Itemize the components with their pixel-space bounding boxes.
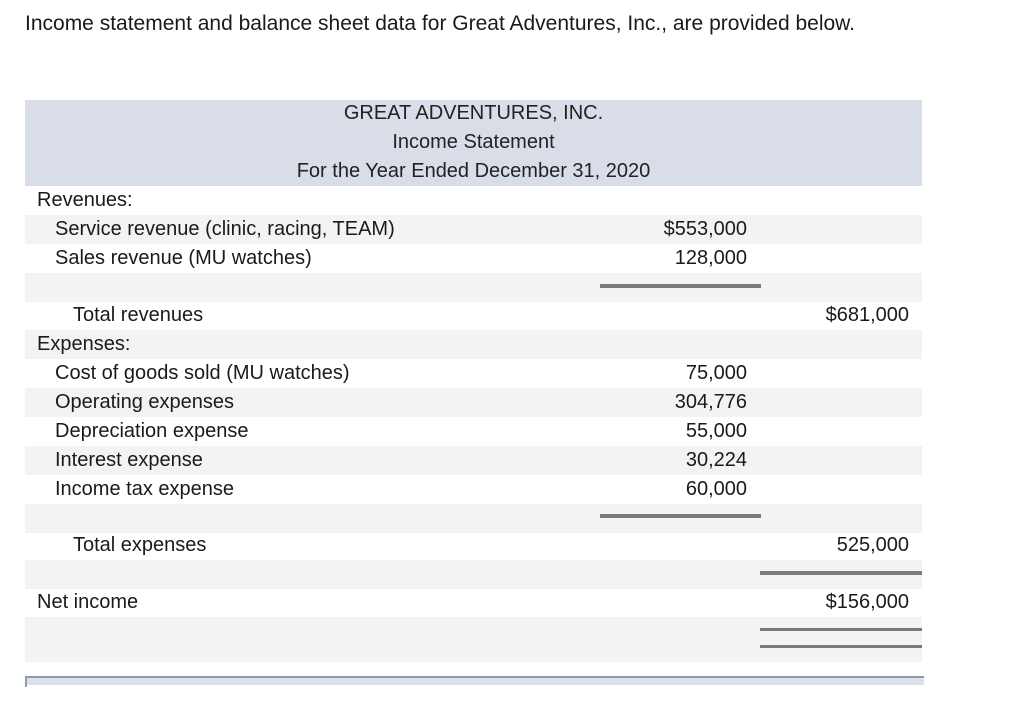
table-row bbox=[25, 417, 922, 446]
total-expenses-label: Total expenses bbox=[73, 534, 207, 556]
table-row bbox=[25, 504, 922, 533]
expenses-heading: Expenses: bbox=[37, 333, 131, 355]
table-row bbox=[25, 617, 922, 662]
income-statement-table bbox=[25, 100, 922, 613]
table-row bbox=[25, 244, 922, 273]
expenses-heading-row bbox=[25, 330, 922, 359]
statement-period: For the Year Ended December 31, 2020 bbox=[296, 160, 651, 182]
depreciation-expense-amount: 55,000 bbox=[685, 420, 747, 442]
revenues-heading: Revenues: bbox=[37, 189, 133, 211]
statement-header bbox=[25, 100, 922, 186]
revenues-heading-row bbox=[25, 186, 922, 215]
interest-expense-amount: 30,224 bbox=[685, 449, 747, 471]
operating-expenses-amount: 304,776 bbox=[674, 391, 747, 413]
table-row bbox=[25, 531, 922, 560]
table-row bbox=[25, 215, 922, 244]
total-rule bbox=[760, 571, 922, 575]
income-tax-expense-amount: 60,000 bbox=[685, 478, 747, 500]
total-expenses-amount: 525,000 bbox=[836, 534, 909, 556]
sales-revenue-label: Sales revenue (MU watches) bbox=[55, 247, 312, 269]
service-revenue-amount: $553,000 bbox=[663, 218, 747, 240]
interest-expense-label: Interest expense bbox=[55, 449, 203, 471]
sales-revenue-amount: 128,000 bbox=[674, 247, 747, 269]
total-revenues-label: Total revenues bbox=[73, 304, 204, 326]
cogs-label: Cost of goods sold (MU watches) bbox=[55, 362, 350, 384]
table-row bbox=[25, 475, 922, 504]
table-row bbox=[25, 388, 922, 417]
statement-title: Income Statement bbox=[392, 131, 555, 153]
total-revenues-amount: $681,000 bbox=[825, 304, 909, 326]
double-rule-bottom bbox=[760, 645, 922, 648]
table-row bbox=[25, 446, 922, 475]
subtotal-rule bbox=[600, 284, 761, 288]
intro-text: Income statement and balance sheet data for Great Adventures, Inc., are provided below. bbox=[25, 12, 856, 35]
table-row bbox=[25, 273, 922, 302]
net-income-amount: $156,000 bbox=[825, 591, 909, 613]
service-revenue-label: Service revenue (clinic, racing, TEAM) bbox=[55, 218, 395, 240]
subtotal-rule bbox=[600, 514, 761, 518]
net-income-label: Net income bbox=[37, 591, 139, 613]
income-tax-expense-label: Income tax expense bbox=[55, 478, 234, 500]
company-name: GREAT ADVENTURES, INC. bbox=[343, 102, 604, 124]
depreciation-expense-label: Depreciation expense bbox=[55, 420, 249, 442]
table-row bbox=[25, 588, 922, 617]
double-rule-top bbox=[760, 628, 922, 631]
horizontal-scrollbar[interactable] bbox=[25, 676, 924, 685]
table-row bbox=[25, 301, 922, 330]
operating-expenses-label: Operating expenses bbox=[55, 391, 235, 413]
table-row bbox=[25, 359, 922, 388]
scrollbar-edge bbox=[25, 678, 27, 687]
cogs-amount: 75,000 bbox=[685, 362, 747, 384]
